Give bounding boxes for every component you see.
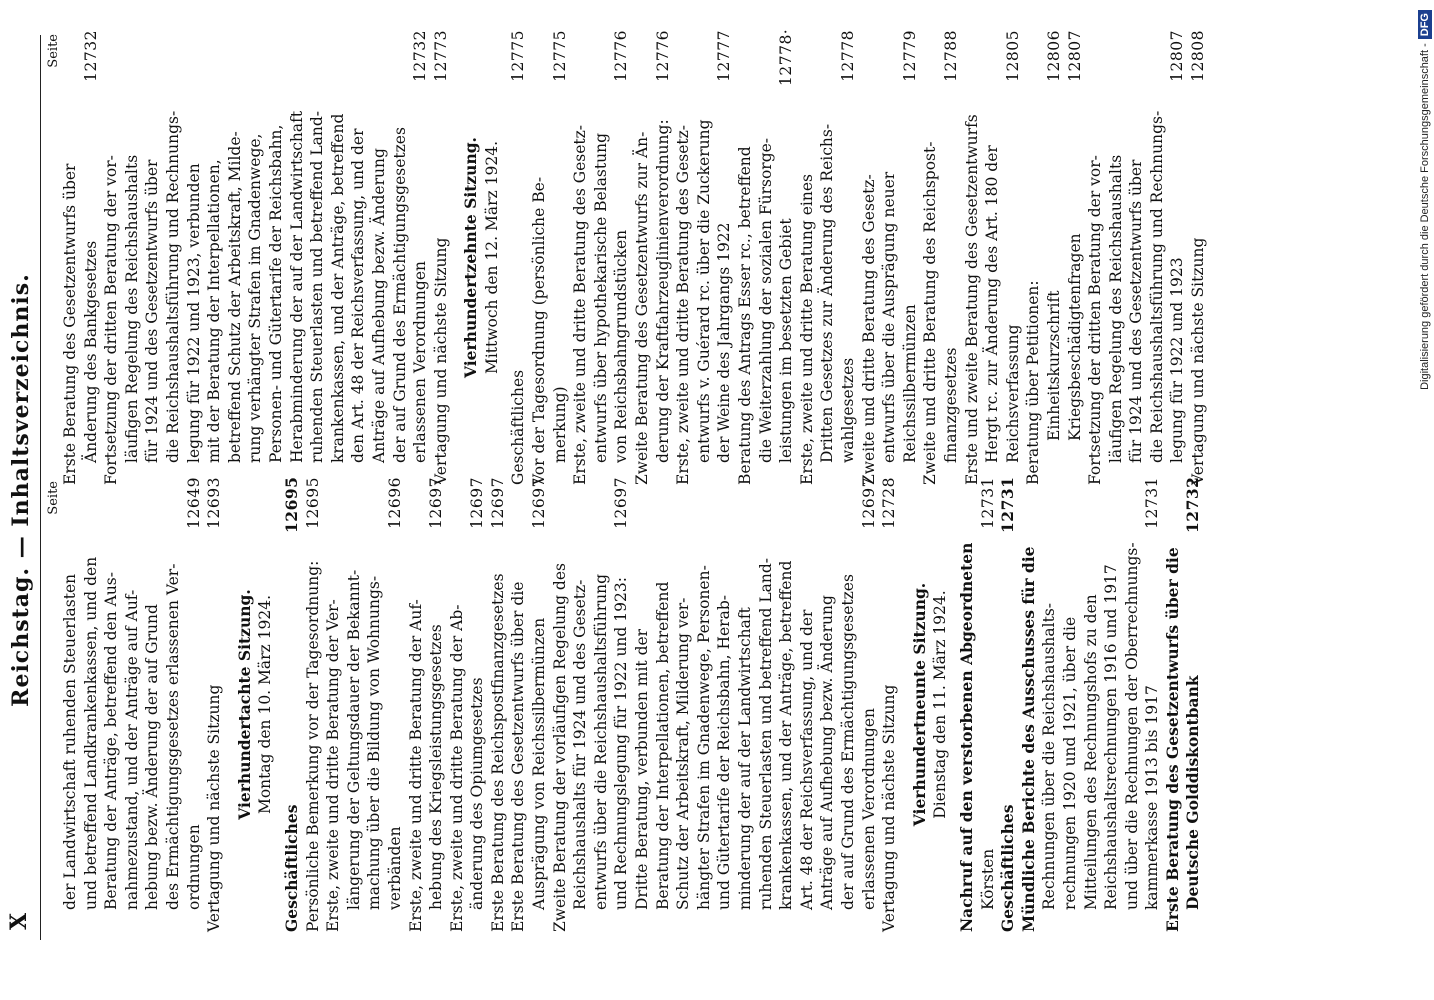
toc-text-line: Dritte Beratung, verbunden mit der [633,628,652,910]
toc-text-line: Herabminderung der auf der Landwirtschaft [287,110,306,463]
toc-entry: Geschäftliches 12731 [998,476,1018,932]
toc-entry: Körsten 12731 [978,477,997,910]
toc-entry: kammerkasse 1913 bis 1917 12731 [1143,477,1162,910]
page-ref: 12697 [859,477,878,529]
toc-text-line: des Ermächtigungsgesetzes erlassenen Ver- [163,563,182,910]
page-ref: 12807 [1168,30,1187,82]
page-number: X [6,912,32,930]
page-ref: 12773 [431,30,450,82]
toc-text-line: Fortsetzung der dritten Beratung der vor- [102,155,121,485]
toc-text-line: rung verhängter Strafen im Gnadenwege, [246,133,265,463]
toc-text-line: und betreffend Landkrankenkassen, und den [81,556,100,910]
toc-entry: ordnungen 12649 [184,477,203,910]
toc-entry: von Reichsbahngrundstücken 12776 [612,30,631,463]
toc-text-line: Erste, zweite und dritte Beratung der Auf- [406,599,425,932]
toc-text-line: ruhenden Steuerlasten und betreffend Land- [756,558,775,910]
toc-text-line: Erste, zweite und dritte Beratung der Ab- [447,604,466,932]
toc-text-line: betreffend Schutz der Arbeitskraft, Milde- [225,131,244,463]
toc-entry: Reichsverfassung 12805 [1003,30,1022,463]
session-date: Dienstag den 11. März 1924. [931,590,950,819]
toc-entry: derung der Kraftfahrzeuglinienverordnung: 12776 [653,30,672,463]
page-ref: 12775 [550,30,569,82]
toc-text-line: Mitteilungen des Rechnungshofs zu den [1081,594,1100,910]
page-ref: 12697 [427,477,446,529]
digitization-footer [1418,10,1432,990]
toc-entry: Vertagung und nächste Sitzung 12693 [205,477,224,932]
toc-text-line: entwurfs über die Reichshaushaltsführung [591,574,610,910]
toc-text-line: entwurfs v. Guérard rc. über die Zuckerung [694,119,713,463]
seite-label-left: Seite [46,481,61,515]
page-ref: 12776 [653,30,672,82]
toc-entry: Geschäftliches 12695 [281,476,301,932]
page-ref: 12697 [530,477,549,529]
toc-text-line: Beratung des Antrags Esser rc., betreffend [736,146,754,485]
toc-text-line: Dritten Gesetzes zur Änderung des Reichs- [818,123,837,463]
page-ref: 12649 [184,477,203,529]
page-ref: 12697 [488,477,507,529]
page-ref: 12805 [1003,30,1022,82]
page-ref: 12695 [303,477,322,529]
toc-text-line: läufigen Regelung des Reichshaushalts [1106,154,1125,463]
header-rule [40,35,41,940]
page-ref: 12693 [205,477,224,529]
toc-text-line: Vor der Tagesordnung (persönliche Be- [530,176,549,485]
toc-text-line: die Reichshaushaltsführung und Rechnungs- [1147,110,1166,463]
toc-text-line: Fortsetzung der dritten Beratung der vor- [1086,155,1105,485]
page-ref: 12728 [880,477,899,529]
session-date: Mittwoch den 12. März 1924. [482,140,501,375]
toc-text-line: Beratung der Interpellationen, betreffend [653,581,672,910]
toc-text-line: hängter Strafen im Gnadenwege, Personen- [694,565,713,910]
toc-entry: Einheitskurzschrift 12806 [1044,30,1063,441]
toc-text-line: die Reichshaushaltsführung und Rechnungs- [163,110,182,463]
toc-text-line: Zweite Beratung der vorläufigen Regelung des [550,563,569,932]
toc-text-line: und über die Rechnungen der Oberrechnungs- [1122,542,1141,910]
toc-text-line: Rechnungen über die Reichshaushalts- [1040,602,1059,910]
toc-text-line: entwurfs über die Ausprägung neuer [880,171,899,463]
toc-text-line: für 1924 und des Gesetzentwurfs über [1127,159,1146,463]
toc-text-line: Erste Beratung des Gesetzentwurfs über [61,163,79,485]
session-title: Vierhundertneunte Sitzung. [909,582,929,827]
toc-text-line: krankenkassen, und der Anträge, betreffend [777,560,796,910]
toc-text-line: hebung bezw. Änderung der auf Grund [143,604,162,910]
toc-entry: der Weine des Jahrgangs 1922 12777 [715,30,734,463]
toc-text-line: Erste Beratung des Gesetzentwurfs über die [1162,547,1182,932]
toc-entry: Persönliche Bemerkung vor der Tagesordnung: 12695 [303,477,322,932]
toc-text-line: Erste, zweite und dritte Beratung eines [797,174,816,485]
toc-entry: erlassenen Verordnungen 12732 [411,30,430,463]
toc-text-line: den Art. 48 der Reichsverfassung, und der [349,128,368,463]
toc-text-line: Anträge auf Aufhebung bezw. Änderung [369,148,388,463]
toc-text-line: nahmezustand, und der Anträge auf Auf- [122,589,141,910]
page-header [6,40,36,940]
page-ref: 12731 [998,476,1018,533]
toc-text-line: Beratung über Petitionen: [1024,280,1043,485]
page-ref: 12775 [509,30,528,82]
session-date: Montag den 10. März 1924. [256,594,275,815]
toc-entry: Erste Beratung des Reichspostfinanzgesetzes 12697 [488,477,507,932]
toc-text-line: Nachruf auf den verstorbenen Abgeordneten [956,542,976,932]
page-ref: 12778 [838,30,857,82]
toc-text-line: Beratung der Anträge, betreffend den Aus- [102,572,121,910]
toc-entry: Vertagung und nächste Sitzung 12773 [431,30,450,485]
toc-text-line: Erste und zweite Beratung des Gesetzentwurfs [962,114,981,485]
toc-text-line: Erste Beratung des Gesetzentwurfs über die [509,581,528,932]
toc-entry: Vertagung und nächste Sitzung 12808 [1189,30,1208,485]
toc-entry: änderung des Opiumgesetzes 12697 [468,477,487,910]
toc-text-line: längerung der Geltungsdauer der Bekannt- [344,569,363,910]
toc-entry: Deutsche Golddiskontbank 12732 [1183,476,1203,910]
toc-entry: Vertagung und nächste Sitzung 12728 [880,477,899,932]
toc-entry: Kriegsbeschädigtenfragen 12807 [1065,30,1084,441]
toc-text-line: Schutz der Arbeitskraft, Milderung ver- [674,597,693,910]
toc-text-line: entwurfs über hypothekarische Belastung [591,132,610,463]
right-column [44,30,1209,485]
page-ref: 12732 [81,30,100,82]
toc-text-line: krankenkassen, und der Anträge, betreffend [328,113,347,463]
toc-entry: Änderung des Bankgesetzes 12732 [81,30,100,463]
toc-entry: wahlgesetzes 12778 [838,30,857,463]
page-ref: 12732 [411,30,430,82]
toc-text-line: der auf Grund des Ermächtigungsgesetzes [838,574,857,910]
toc-text-line: der auf Grund des Ermächtigungsgesetzes [390,127,409,463]
toc-text-line: Reichshaushalts für 1924 und des Gesetz- [571,579,590,910]
toc-entry: merkung) 12775 [550,30,569,463]
toc-entry: legung für 1922 und 1923 12807 [1168,30,1187,463]
toc-text-line: Erste, zweite und dritte Beratung des Gesetz- [571,124,590,485]
toc-text-line: legung für 1922 und 1923, verbunden [184,163,203,463]
toc-text-line: die Weiterzahlung der sozialen Fürsorge- [756,137,775,463]
toc-entry: hebung des Kriegsleistungsgesetzes 12697 [427,477,446,910]
toc-text-line: Hergt rc. zur Änderung des Art. 180 der [983,145,1002,463]
page-ref: 12731 [1143,477,1162,529]
toc-text-line: minderung der auf der Landwirtschaft [736,607,754,910]
left-column [44,477,1204,932]
toc-text-line: Mündliche Berichte des Ausschusses für die [1018,546,1038,932]
toc-entry: und Rechnungslegung für 1922 und 1923: 12697 [612,477,631,910]
page-ref: 12697 [612,477,631,529]
toc-entry: leistungen im besetzten Gebiet 12778· [777,28,796,463]
footer-text: Digitalisierung gefördert durch die Deutsche Forschungsgemeinschaft - [1419,43,1431,390]
dfg-logo: DFG [1418,10,1432,39]
toc-text-line: Anträge auf Aufhebung bezw. Änderung [818,595,837,910]
toc-text-line: mit der Beratung der Interpellationen, [205,159,224,463]
session-title: Vierhundertachte Sitzung. [234,589,254,820]
page-ref: 12788 [941,30,960,82]
page-title: Reichstag. — Inhaltsverzeichnis. [8,273,34,707]
toc-text-line: rechnungen 1920 und 1921, über die [1060,616,1079,910]
page-ref: 12731 [978,477,997,529]
toc-entry: verbänden 12696 [385,477,404,910]
toc-text-line: Erste, zweite und dritte Beratung des Gesetz- [674,124,693,485]
page-ref: 12696 [385,477,404,529]
toc-text-line: für 1924 und des Gesetzentwurfs über [143,159,162,463]
toc-text-line: Zweite und dritte Beratung des Gesetz- [859,174,878,485]
toc-text-line: Art. 48 der Reichsverfassung, und der [797,609,816,910]
toc-text-line: ruhenden Steuerlasten und betreffend Land- [308,111,327,463]
session-title: Vierhundertzehnte Sitzung. [461,137,481,378]
page-ref: 12806 [1044,30,1063,82]
page-ref: 12777 [715,30,734,82]
toc-entry: Geschäftliches 12775 [509,30,528,485]
toc-entry: Ausprägung von Reichssilbermünzen 12697 [530,477,549,910]
toc-text-line: der Landwirtschaft ruhenden Steuerlasten [61,573,79,910]
toc-text-line: Erste, zweite und dritte Beratung der Ver- [324,599,343,932]
toc-entry: erlassenen Verordnungen 12697 [859,477,878,910]
toc-entry: finanzgesetzes 12788 [941,30,960,463]
page-ref: 12732 [1183,476,1203,533]
page-ref: 12808 [1189,30,1208,82]
toc-text-line: und Gütertarife der Reichsbahn, Herab- [715,595,734,910]
page-ref: 12695 [281,476,301,533]
page-ref: 12778· [777,28,796,86]
toc-text-line: läufigen Regelung des Reichshaushalts [122,154,141,463]
page-ref: 12807 [1065,30,1084,82]
toc-text-line: Personen- und Gütertarife der Reichsbahn, [266,124,285,463]
toc-text-line: Zweite Beratung des Gesetzentwurfs zur Än- [633,131,652,485]
toc-text-line: Reichshaushaltsrechnungen 1916 und 1917 [1102,564,1121,910]
page-ref: 12779 [900,30,919,82]
seite-label-right: Seite [46,34,61,68]
toc-entry: Reichssilbermünzen 12779 [900,30,919,463]
page-ref: 12776 [612,30,631,82]
toc-text-line: Zweite und dritte Beratung des Reichspost- [921,141,940,485]
toc-text-line: machung über die Bildung von Wohnungs- [365,575,384,910]
page-ref: 12697 [468,477,487,529]
